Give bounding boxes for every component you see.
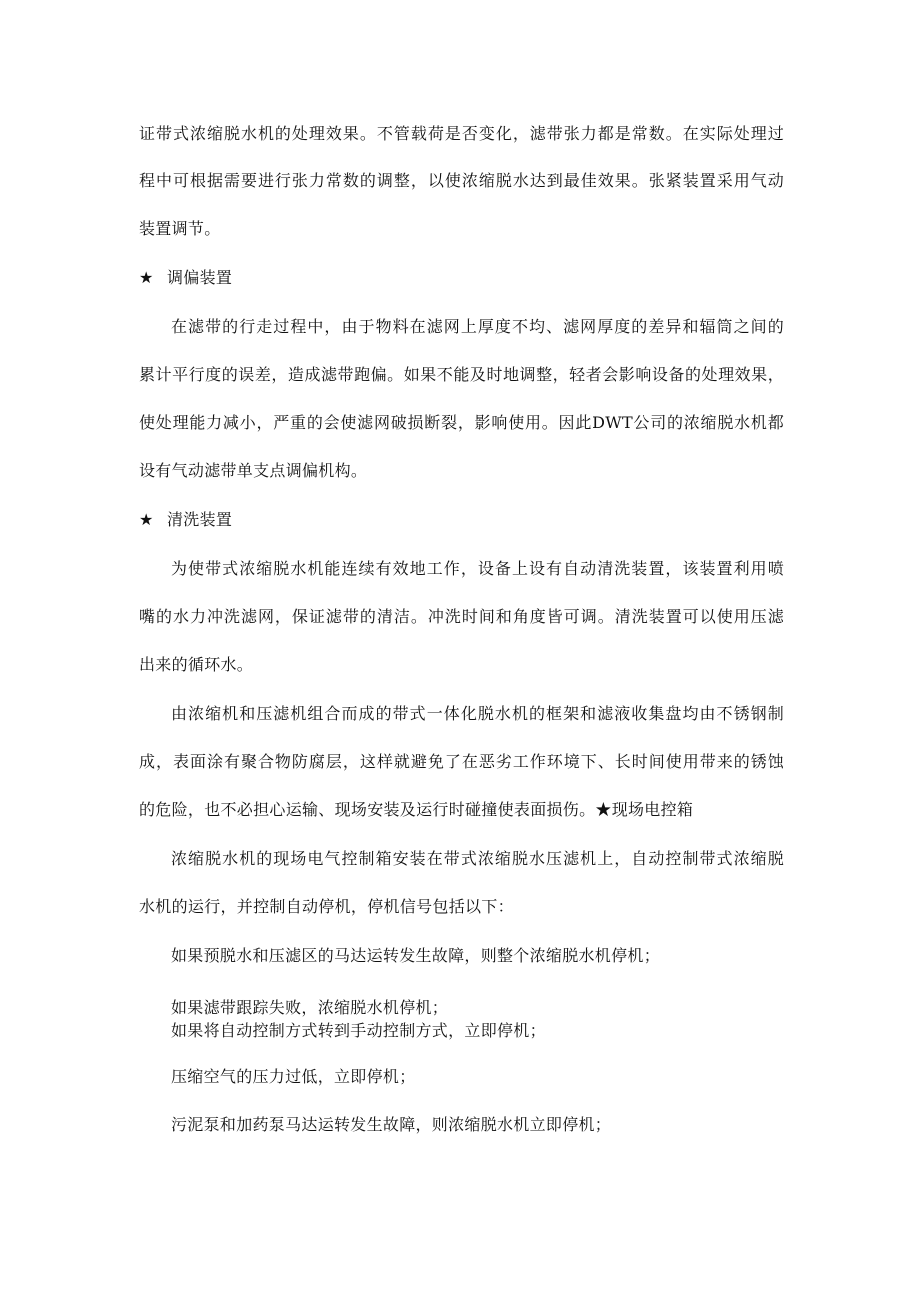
frame-line-2: 成，表面涂有聚合物防腐层，这样就避免了在恶劣工作环境下、长时间使用带来的锈蚀 bbox=[139, 752, 784, 771]
deviation-line-3: 使处理能力减小，严重的会使滤网破损断裂，影响使用。因此DWT公司的浓缩脱水机都 bbox=[139, 413, 784, 432]
frame-line-3: 的危险，也不必担心运输、现场安装及运行时碰撞使表面损伤。★现场电控箱 bbox=[139, 800, 694, 819]
heading-deviation-title: 调偏装置 bbox=[167, 268, 233, 287]
star-icon: ★ bbox=[139, 268, 154, 287]
cleaning-line-3: 出来的循环水。 bbox=[139, 655, 254, 674]
deviation-line-1: 在滤带的行走过程中，由于物料在滤网上厚度不均、滤网厚度的差异和辐筒之间的 bbox=[171, 317, 784, 336]
stop-condition-item: 如果预脱水和压滤区的马达运转发生故障，则整个浓缩脱水机停机； bbox=[171, 946, 661, 965]
heading-deviation bbox=[139, 268, 232, 288]
control-box-line-2: 水机的运行，并控制自动停机，停机信号包括以下： bbox=[139, 897, 514, 916]
stop-condition-item: 压缩空气的压力过低，立即停机； bbox=[171, 1067, 416, 1086]
cleaning-line-1: 为使带式浓缩脱水机能连续有效地工作，设备上设有自动清洗装置，该装置利用喷 bbox=[171, 559, 784, 578]
tension-line-1: 证带式浓缩脱水机的处理效果。不管载荷是否变化，滤带张力都是常数。在实际处理过 bbox=[139, 124, 784, 143]
frame-line-1: 由浓缩机和压滤机组合而成的带式一体化脱水机的框架和滤液收集盘均由不锈钢制 bbox=[171, 704, 784, 723]
star-icon: ★ bbox=[139, 510, 154, 529]
heading-cleaning-title: 清洗装置 bbox=[167, 510, 233, 529]
deviation-line-4: 设有气动滤带单支点调偏机构。 bbox=[139, 461, 368, 480]
stop-condition-item: 如果滤带跟踪失败，浓缩脱水机停机； bbox=[171, 998, 449, 1017]
deviation-line-2: 累计平行度的误差，造成滤带跑偏。如果不能及时地调整，轻者会影响设备的处理效果， bbox=[139, 365, 784, 384]
stop-condition-item: 如果将自动控制方式转到手动控制方式，立即停机； bbox=[171, 1021, 546, 1040]
control-box-line-1: 浓缩脱水机的现场电气控制箱安装在带式浓缩脱水压滤机上，自动控制带式浓缩脱 bbox=[171, 849, 784, 868]
tension-line-2: 程中可根据需要进行张力常数的调整，以使浓缩脱水达到最佳效果。张紧装置采用气动 bbox=[139, 171, 784, 190]
cleaning-line-2: 嘴的水力冲洗滤网，保证滤带的清洁。冲洗时间和角度皆可调。清洗装置可以使用压滤 bbox=[139, 607, 784, 626]
heading-cleaning bbox=[139, 510, 232, 530]
stop-condition-item: 污泥泵和加药泵马达运转发生故障，则浓缩脱水机立即停机； bbox=[171, 1115, 612, 1134]
tension-line-3: 装置调节。 bbox=[139, 219, 221, 238]
